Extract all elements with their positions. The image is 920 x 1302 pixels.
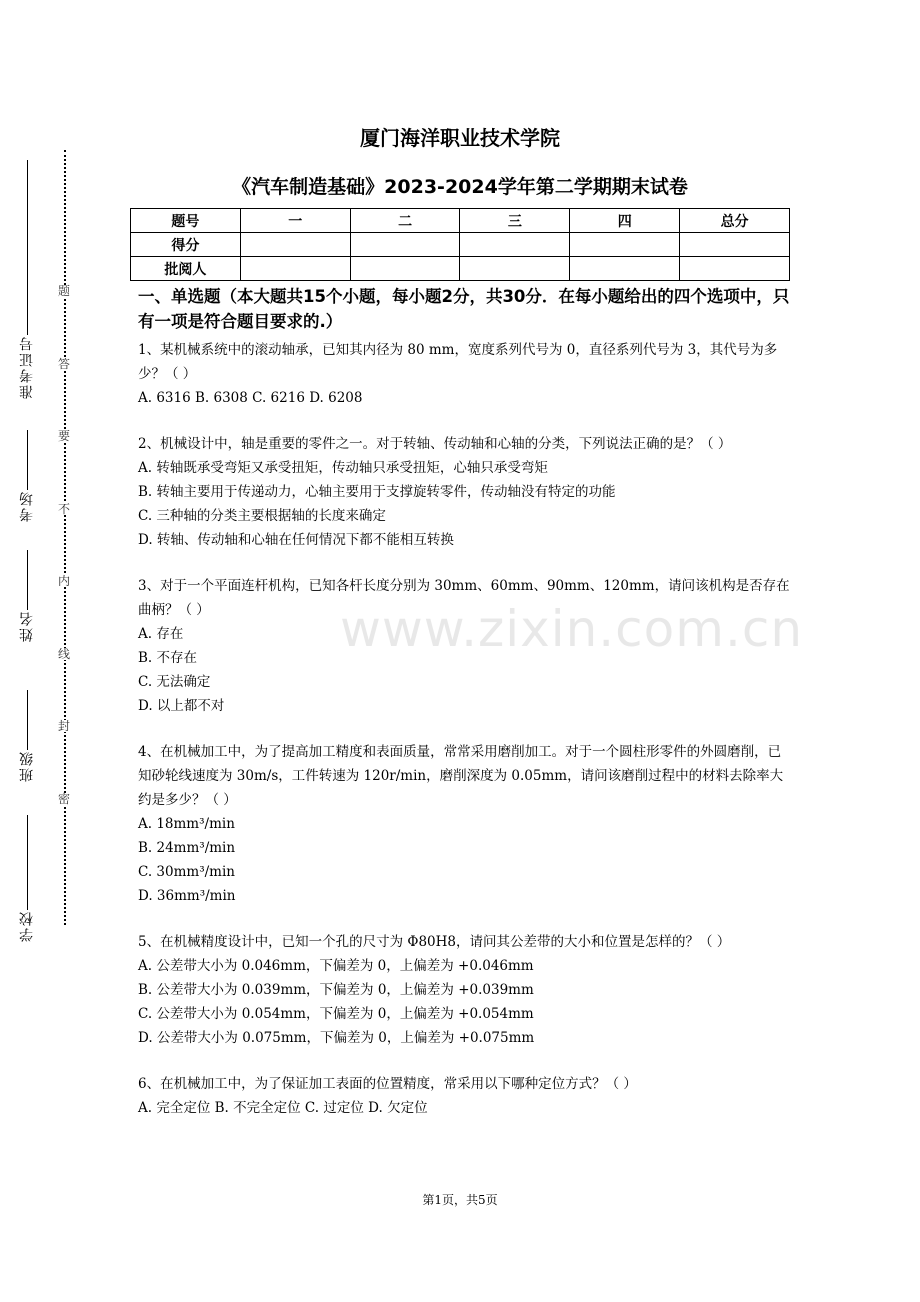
watermark: www.zixin.com.cn [340, 600, 804, 658]
seal-char: 线 [57, 646, 70, 661]
seal-line-text [52, 150, 76, 805]
option-c: C. 30mm³/min [138, 864, 235, 880]
score-cell[interactable] [570, 233, 680, 257]
question-stem: 1、某机械系统中的滚动轴承，已知其内径为 80 mm，宽度系列代号为 0，直径系列代号为 3，其代号为多少？（ ） [138, 342, 778, 382]
side-label: 姓名 [19, 610, 35, 642]
score-cell[interactable] [240, 233, 350, 257]
side-underline [27, 690, 28, 750]
score-table [130, 208, 790, 281]
score-table-header-row [131, 209, 790, 233]
score-cell[interactable] [350, 233, 460, 257]
option-c: C. 三种轴的分类主要根据轴的长度来确定 [138, 508, 386, 524]
option-d: D. 36mm³/min [138, 888, 236, 904]
question-stem: 2、机械设计中，轴是重要的零件之一。对于转轴、传动轴和心轴的分类，下列说法正确的是？（ ） [138, 436, 732, 452]
question-stem: 4、在机械加工中，为了提高加工精度和表面质量，常常采用磨削加工。对于一个圆柱形零件的外圆磨削，已知砂轮线速度为 30m/s，工件转速为 120r/min，磨削深度为 0.05mm，请问该磨削过程中的材料去除率大约是多少？（ ） [138, 744, 784, 808]
score-table-row-grader [131, 257, 790, 281]
score-table-header-cell: 二 [350, 209, 460, 233]
option-b: B. 公差带大小为 0.039mm，下偏差为 0，上偏差为 +0.039mm [138, 982, 534, 998]
seal-char: 内 [57, 574, 70, 589]
option-a: A. 存在 [138, 626, 184, 642]
question-stem: 6、在机械加工中，为了保证加工表面的位置精度，常采用以下哪种定位方式？（ ） [138, 1076, 637, 1092]
seal-char: 要 [57, 429, 70, 444]
score-table-row-label: 批阅人 [131, 257, 241, 281]
seal-char: 不 [57, 501, 70, 516]
grader-cell[interactable] [350, 257, 460, 281]
binding-margin [8, 150, 48, 950]
side-label: 考场 [19, 490, 35, 522]
side-field-exam-room [12, 430, 42, 522]
side-label: 班级 [19, 750, 35, 782]
side-label: 学校 [19, 910, 35, 942]
page-footer: 第1页，共5页 [422, 1193, 498, 1207]
option-a: A. 公差带大小为 0.046mm，下偏差为 0，上偏差为 +0.046mm [138, 958, 534, 974]
option-d: D. 转轴、传动轴和心轴在任何情况下都不能相互转换 [138, 532, 454, 548]
question-4 [138, 740, 790, 908]
school-title: 厦门海洋职业技术学院 [360, 126, 560, 150]
question-2 [138, 432, 790, 552]
question-stem: 5、在机械精度设计中，已知一个孔的尺寸为 Φ80H8，请问其公差带的大小和位置是怎样的？（ ） [138, 934, 731, 950]
option-c: C. 无法确定 [138, 674, 211, 690]
grader-cell[interactable] [240, 257, 350, 281]
question-stem: 3、对于一个平面连杆机构，已知各杆长度分别为 30mm、60mm、90mm、120mm，请问该机构是否存在曲柄？（ ） [138, 578, 790, 618]
exam-title: 《汽车制造基础》2023-2024学年第二学期期末试卷 [232, 176, 688, 198]
score-table-header-cell: 四 [570, 209, 680, 233]
side-field-class [12, 690, 42, 782]
score-cell[interactable] [680, 233, 790, 257]
side-field-school [12, 815, 42, 942]
seal-char: 答 [57, 356, 70, 371]
question-options: A. 6316 B. 6308 C. 6216 D. 6208 [138, 390, 363, 406]
question-6 [138, 1072, 790, 1120]
exam-content [138, 284, 790, 1142]
option-b: B. 转轴主要用于传递动力，心轴主要用于支撑旋转零件，传动轴没有特定的功能 [138, 484, 616, 500]
section-title: 一、单选题（本大题共15个小题，每小题2分，共30分．在每小题给出的四个选项中，只有一项是符合题目要求的.） [138, 287, 790, 331]
question-5 [138, 930, 790, 1050]
grader-cell[interactable] [570, 257, 680, 281]
option-a: A. 18mm³/min [138, 816, 235, 832]
seal-char: 题 [57, 284, 70, 298]
score-table-header-cell: 总分 [680, 209, 790, 233]
score-table-row-label: 得分 [131, 233, 241, 257]
side-underline [27, 430, 28, 490]
option-d: D. 公差带大小为 0.075mm，下偏差为 0，上偏差为 +0.075mm [138, 1030, 535, 1046]
side-underline [27, 815, 28, 910]
option-b: B. 不存在 [138, 650, 198, 666]
question-options: A. 完全定位 B. 不完全定位 C. 过定位 D. 欠定位 [138, 1100, 428, 1116]
option-c: C. 公差带大小为 0.054mm，下偏差为 0，上偏差为 +0.054mm [138, 1006, 534, 1022]
score-table-header-cell: 题号 [131, 209, 241, 233]
option-a: A. 转轴既承受弯矩又承受扭矩，传动轴只承受扭矩，心轴只承受弯矩 [138, 460, 548, 476]
seal-char: 密 [57, 791, 70, 806]
side-underline [27, 550, 28, 610]
score-table-row-score [131, 233, 790, 257]
grader-cell[interactable] [680, 257, 790, 281]
option-d: D. 以上都不对 [138, 698, 225, 714]
grader-cell[interactable] [460, 257, 570, 281]
side-field-name [12, 550, 42, 642]
option-b: B. 24mm³/min [138, 840, 236, 856]
question-1 [138, 338, 790, 410]
score-table-header-cell: 一 [240, 209, 350, 233]
side-label: 准考证号 [19, 335, 35, 399]
score-cell[interactable] [460, 233, 570, 257]
score-table-header-cell: 三 [460, 209, 570, 233]
seal-char: 封 [57, 719, 70, 734]
